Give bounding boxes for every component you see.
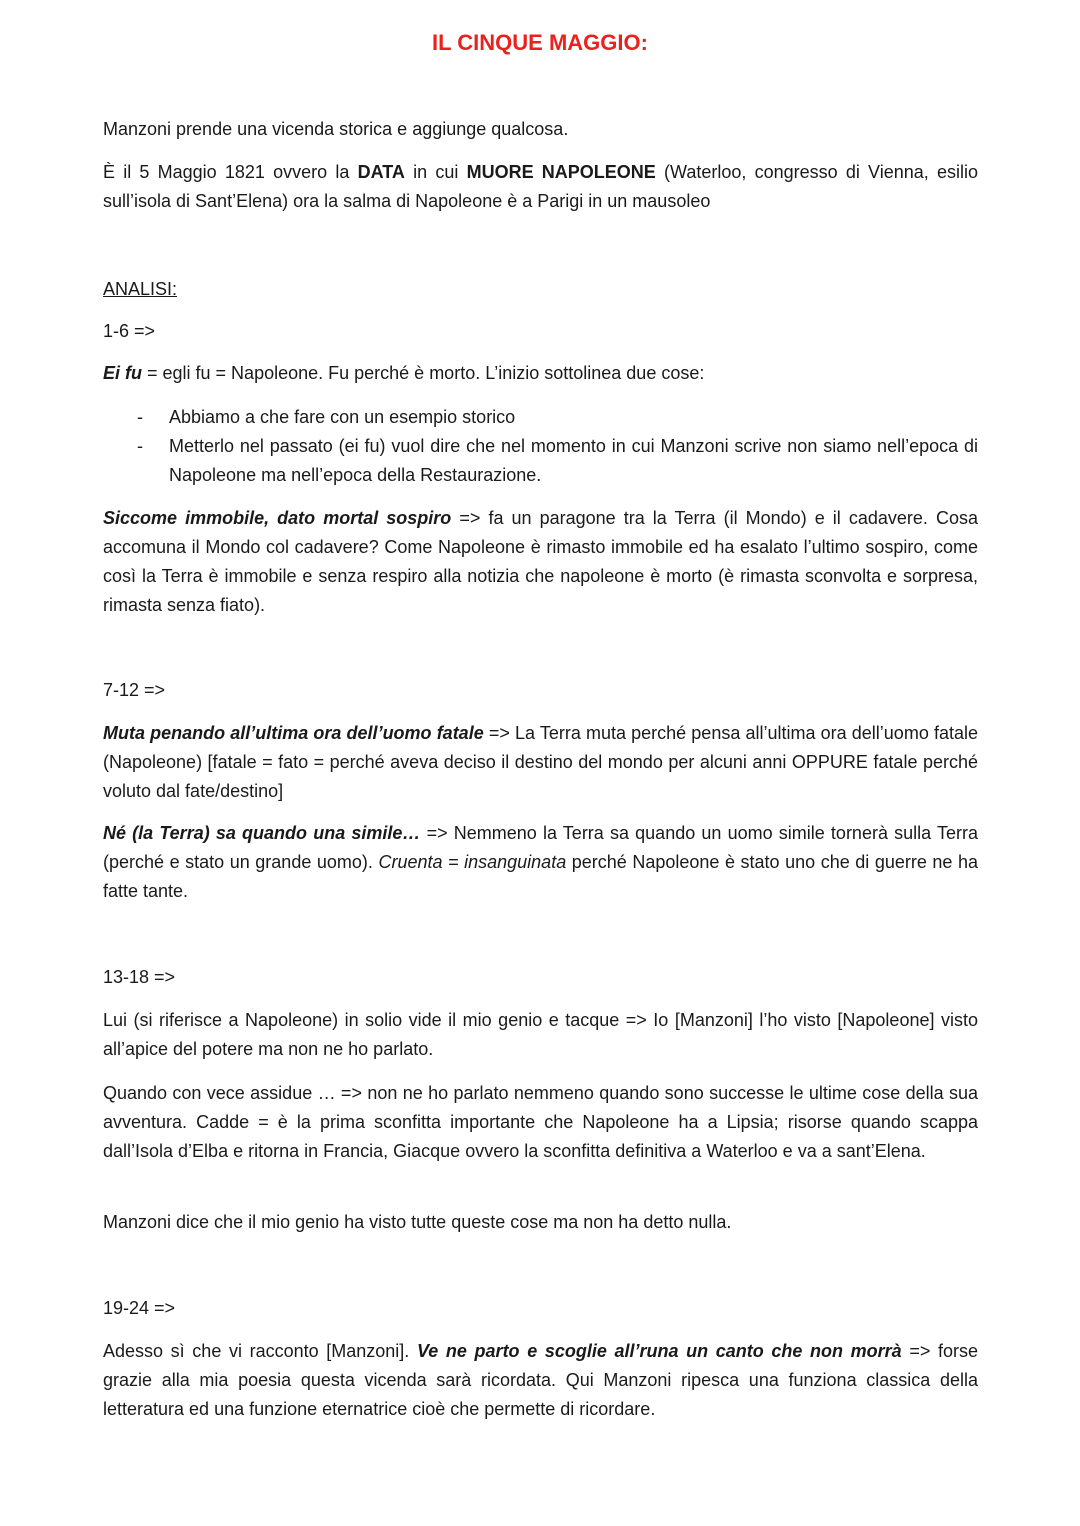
quote-siccome-immobile: Siccome immobile, dato mortal sospiro (103, 508, 452, 528)
section-label-19-24: 19-24 => (103, 1298, 176, 1318)
death-keyword: MUORE NAPOLEONE (466, 162, 656, 182)
quote-ve-ne-parto: Ve ne parto e scoglie all’runa un canto che non morrà (416, 1341, 902, 1361)
quote-muta-penando: Muta penando all’ultima ora dell’uomo fatale (103, 723, 484, 743)
quote-ei-fu: Ei fu (103, 363, 142, 383)
list-item: - Metterlo nel passato (ei fu) vuol dire che nel momento in cui Manzoni scrive non siamo nell’epoca di Napoleone ma nell’epoca della Restaurazione. (137, 436, 978, 485)
cruenta-definition: Cruenta = insanguinata (378, 852, 567, 872)
section-1-paragraph-1: Ei fu = egli fu = Napoleone. Fu perché è morto. L’inizio sottolinea due cose: (103, 363, 705, 383)
section-3-paragraph-3: Manzoni dice che il mio genio ha visto tutte queste cose ma non ha detto nulla. (103, 1212, 732, 1232)
section-2-paragraph-2: Né (la Terra) sa quando una simile… => Nemmeno la Terra sa quando un uomo simile tornerà sulla Terra (perché e stato un grande uomo). Cruenta = insanguinata perché Napoleone è stato uno che di guerre ne ha fatte tante. (103, 823, 979, 901)
intro-paragraph: Manzoni prende una vicenda storica e aggiunge qualcosa. (103, 119, 569, 139)
date-paragraph: È il 5 Maggio 1821 ovvero la DATA in cui MUORE NAPOLEONE (Waterloo, congresso di Vienna, esilio sull’isola di Sant’Elena) ora la salma di Napoleone è a Parigi in un mausoleo (103, 162, 978, 211)
section-4-paragraph-1: Adesso sì che vi racconto [Manzoni]. Ve ne parto e scoglie all’runa un canto che non morrà => forse grazie alla mia poesia questa vicenda sarà ricordata. Qui Manzoni ripesca una funziona classica della letteratura ed una funzione eternatrice cioè che permette di ricordare. (103, 1341, 978, 1419)
analysis-heading: ANALISI: (103, 279, 178, 299)
section-3-paragraph-2: Quando con vece assidue … => non ne ho parlato nemmeno quando sono successe le ultime cose della sua avventura. Cadde = è la prima sconfitta importante che Napoleone ha a Lipsia; risorse quando scappa dall’Isola d’Elba e ritorna in Francia, Giacque ovvero la sconfitta definitiva a Waterloo e va a sant’Elena. (103, 1083, 978, 1161)
date-keyword: DATA (357, 162, 405, 182)
section-label-13-18: 13-18 => (103, 967, 176, 987)
section-label-1-6: 1-6 => (103, 321, 156, 341)
list-item: - Abbiamo a che fare con un esempio storico (137, 407, 516, 427)
section-2-paragraph-1: Muta penando all’ultima ora dell’uomo fatale => La Terra muta perché pensa all’ultima ora dell’uomo fatale (Napoleone) [fatale = fato = perché aveva deciso il destino del mondo per alcuni anni OPPURE fatale perché voluto dal fate/destino] (103, 723, 978, 801)
section-1-paragraph-2: Siccome immobile, dato mortal sospiro => fa un paragone tra la Terra (il Mondo) e il cadavere. Cosa accomuna il Mondo col cadavere? Come Napoleone è rimasto immobile ed ha esalato l’ultimo sospiro, come così la Terra è immobile e senza respiro alla notizia che napoleone è morto (è rimasta sconvolta e sorpresa, rimasta senza fiato). (103, 508, 978, 615)
page-title: IL CINQUE MAGGIO: (432, 30, 648, 55)
section-3-paragraph-1: Lui (si riferisce a Napoleone) in solio vide il mio genio e tacque => Io [Manzoni] l’ho visto [Napoleone] visto all’apice del potere ma non ne ho parlato. (103, 1010, 978, 1059)
section-label-7-12: 7-12 => (103, 680, 166, 700)
section-1-bullet-list (103, 403, 978, 490)
quote-ne-la-terra: Né (la Terra) sa quando una simile… (103, 823, 421, 843)
